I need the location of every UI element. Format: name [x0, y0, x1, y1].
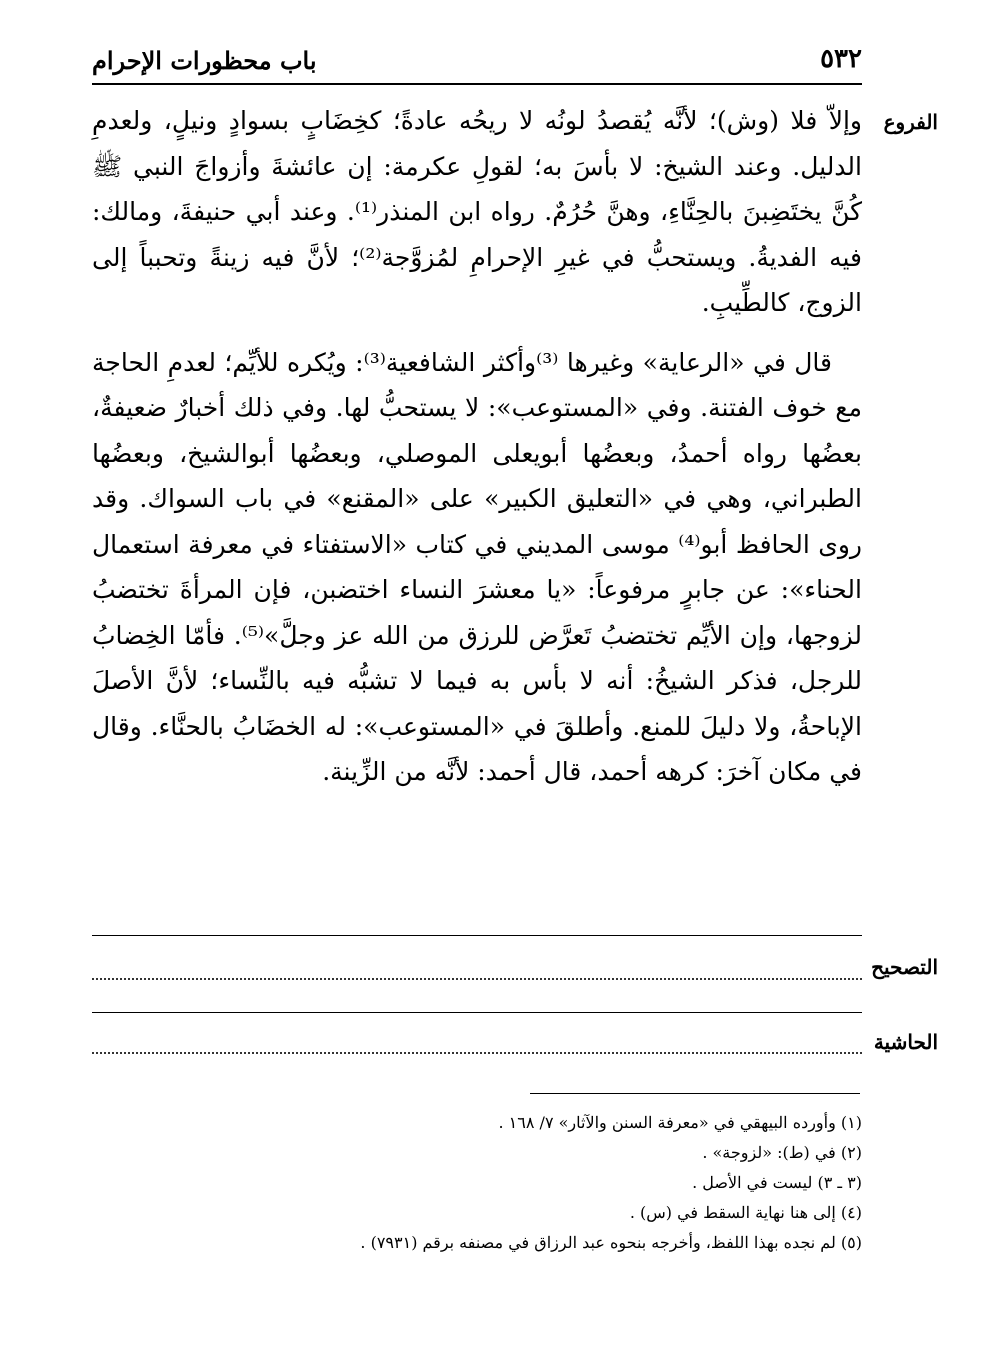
- margin-note-dotted-line: [92, 1052, 862, 1054]
- section-label-margin-note: الحاشية: [873, 1030, 938, 1054]
- main-text: [92, 98, 862, 795]
- page-number: ٥٣٢: [820, 44, 862, 74]
- footnote: (٢) في (ط): «لزوجة» .: [702, 1143, 862, 1162]
- footnote: (٣ ـ ٣) ليست في الأصل .: [692, 1173, 862, 1192]
- paragraph: وإلاّ فلا (وش)؛ لأنَّه يُقصدُ لونُه لا ريحُه عادةً؛ كخِضَابٍ بسوادٍ ونيلٍ، ولعدمِ الدليل. وعند الشيخ: لا بأسَ به؛ لقولِ عكرمة: إن عائشةَ وأزواجَ النبي ﷺ كُنَّ يختَضِبنَ بالحِنَّاءِ، وهنَّ حُرُمٌ. رواه ابن المنذر⁽¹⁾. وعند أبي حنيفةَ، ومالك: فيه الفديةُ. ويستحبُّ في غيرِ الإحرامِ لمُزوَّجة⁽²⁾؛ لأنَّ فيه زينةً وتحبباً إلى الزوج، كالطِّيبِ.: [92, 106, 863, 317]
- footnotes: [92, 1108, 862, 1258]
- chapter-title: باب محظورات الإحرام: [92, 46, 317, 75]
- page-header: [92, 38, 862, 78]
- header-rule: [92, 83, 862, 85]
- divider-rule: [92, 1012, 862, 1013]
- correction-dotted-line: [92, 978, 862, 980]
- paragraph: قال في «الرعاية» وغيرها ⁽³⁾وأكثر الشافعية⁽³⁾: ويُكره للأيِّم؛ لعدمِ الحاجة مع خوف الفتنة. وفي «المستوعب»: لا يستحبُّ لها. وفي ذلك أخبارٌ ضعيفةٌ، بعضُها رواه أحمدُ، وبعضُها أبويعلى الموصلي، وبعضُها أبوالشيخ، وبعضُها الطبراني، وهي في «التعليق الكبير» على «المقنع» في باب السواك. وقد روى الحافظ أبو⁽⁴⁾ موسى المديني في كتاب «الاستفتاء في معرفة استعمال الحناء»: عن جابرٍ مرفوعاً: «يا معشرَ النساء اختضبن، فإن المرأةَ تختضبُ لزوجها، وإن الأيِّم تختضبُ تَعرَّض للرزق من الله عز وجلَّ»⁽⁵⁾. فأمّا الخِضابُ للرجل، فذكر الشيخُ: أنه لا بأس به فيما لا تشبُّه فيه بالنِّساء؛ لأنَّ الأصلَ الإباحةُ، ولا دليلَ للمنع. وأطلقَ في «المستوعب»: له الخضَابُ بالحنَّاء. وقال في مكان آخرَ: كرهه أحمد، قال أحمد: لأنَّه من الزِّينة.: [92, 347, 862, 786]
- section-label-furu: الفروع: [883, 110, 938, 134]
- section-label-correction: التصحيح: [871, 955, 938, 979]
- footnote: (٥) لم نجده بهذا اللفظ، وأخرجه بنحوه عبد الرزاق في مصنفه برقم (٧٩٣١) .: [360, 1233, 862, 1252]
- footnote: (١) وأورده البيهقي في «معرفة السنن والآثار» ٧/ ١٦٨ .: [498, 1113, 862, 1132]
- footnote: (٤) إلى هنا نهاية السقط في (س) .: [629, 1203, 862, 1222]
- footnote-separator: [530, 1093, 860, 1094]
- divider-rule: [92, 935, 862, 936]
